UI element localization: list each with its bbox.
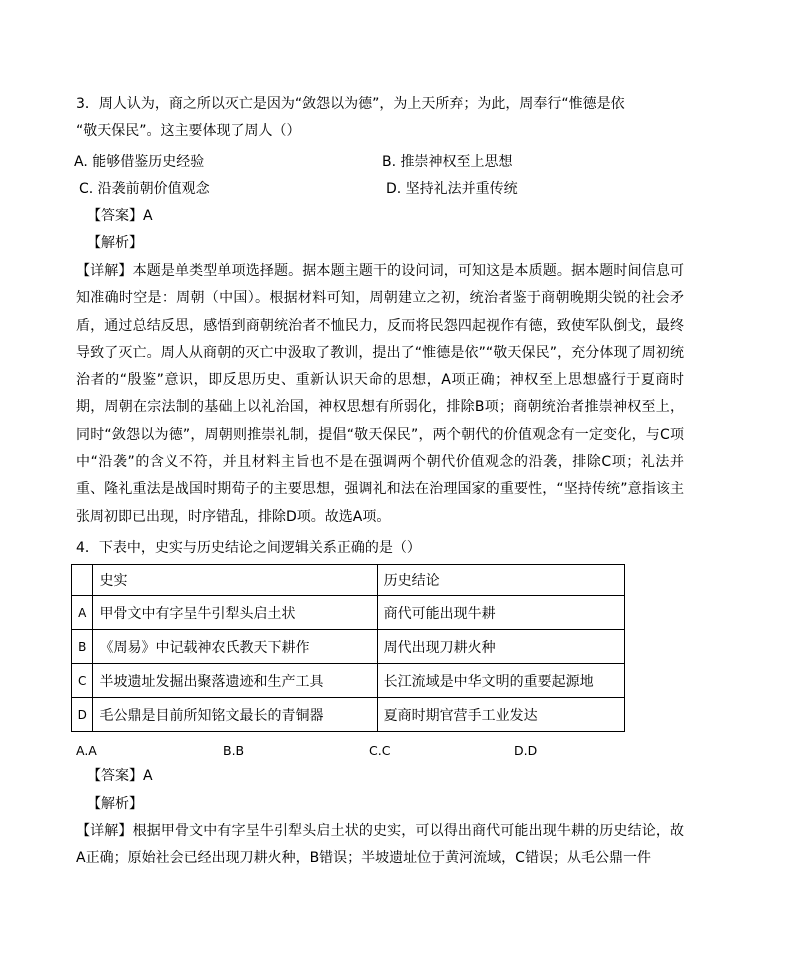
table-cell: C (72, 664, 93, 698)
table-cell: 《周易》中记载神农氏教天下耕作 (93, 630, 377, 664)
q4-stem: 4．下表中，史实与历史结论之间逻辑关系正确的是（） (76, 540, 421, 556)
table-header-cell: 历史结论 (377, 565, 624, 596)
q3-detail-paragraph (76, 258, 684, 531)
table-cell: 夏商时期官营手工业发达 (377, 698, 624, 732)
q4-answer: 【答案】A (87, 768, 153, 784)
q4-option-d: D.D (514, 743, 538, 758)
table-cell: D (72, 698, 93, 732)
table-cell: B (72, 630, 93, 664)
table-cell: 周代出现刀耕火种 (377, 630, 624, 664)
q4-option-a: A.A (76, 743, 97, 758)
table-cell: 甲骨文中有字呈牛引犁头启土状 (93, 596, 377, 630)
q4-option-c: C.C (369, 743, 391, 758)
table-row (72, 630, 625, 664)
q3-option-d: D. 坚持礼法并重传统 (386, 181, 518, 197)
table-cell: 半坡遗址发掘出聚落遗迹和生产工具 (93, 664, 377, 698)
q3-stem-line1: 3．周人认为，商之所以灭亡是因为“敛怨以为德”，为上天所弃；为此，周奉行“惟德是依 (76, 96, 625, 112)
table-cell: 长江流域是中华文明的重要起源地 (377, 664, 624, 698)
q4-option-b: B.B (223, 743, 245, 758)
table-cell: 毛公鼎是目前所知铭文最长的青铜器 (93, 698, 377, 732)
table-header-cell: 史实 (93, 565, 377, 596)
history-table (71, 564, 625, 732)
table-row (72, 698, 625, 732)
q3-answer: 【答案】A (87, 208, 153, 224)
q3-option-c: C. 沿袭前朝价值观念 (79, 181, 210, 197)
table-cell: A (72, 596, 93, 630)
q4-analysis-label: 【解析】 (87, 796, 143, 812)
q4-detail-text: 【详解】根据甲骨文中有字呈牛引犁头启土状的史实，可以得出商代可能出现牛耕的历史结论，故A正确；原始社会已经出现刀耕火种，B错误；半坡遗址位于黄河流域，C错误；从毛公鼎一件 (76, 823, 684, 867)
table-header-cell (72, 565, 93, 596)
q3-stem-line2: “敬天保民”。这主要体现了周人（） (76, 123, 301, 139)
table-header-row (72, 565, 625, 596)
q3-option-b: B. 推崇神权至上思想 (382, 154, 513, 170)
table-cell: 商代可能出现牛耕 (377, 596, 624, 630)
q3-option-a: A. 能够借鉴历史经验 (74, 154, 205, 170)
table-row (72, 596, 625, 630)
q4-detail-paragraph (76, 818, 684, 873)
table-row (72, 664, 625, 698)
q3-detail-text: 【详解】本题是单类型单项选择题。据本题主题干的设问词，可知这是本质题。据本题时间信息可知准确时空是：周朝（中国）。根据材料可知，周朝建立之初，统治者鉴于商朝晚期尖锐的社会矛盾，通过总结反思，感悟到商朝统治者不恤民力，反而将民怨四起视作有德，致使军队倒戈，最终导致了灭亡。周人从商朝的灭亡中汲取了教训，提出了“惟德是依”“敬天保民”，充分体现了周初统治者的“殷鉴”意识，即反思历史、重新认识天命的思想，A项正确；神权至上思想盛行于夏商时期，周朝在宗法制的基础上以礼治国，神权思想有所弱化，排除B项；商朝统治者推崇神权至上，同时“敛怨以为德”，周朝则推崇礼制，提倡“敬天保民”，两个朝代的价值观念有一定变化，与C项中“沿袭”的含义不符，并且材料主旨也不是在强调两个朝代价值观念的沿袭，排除C项；礼法并重、隆礼重法是战国时期荀子的主要思想，强调礼和法在治理国家的重要性，“坚持传统”意指该主张周初即已出现，时序错乱，排除D项。故选A项。 (76, 263, 684, 525)
q3-analysis-label: 【解析】 (87, 235, 143, 251)
